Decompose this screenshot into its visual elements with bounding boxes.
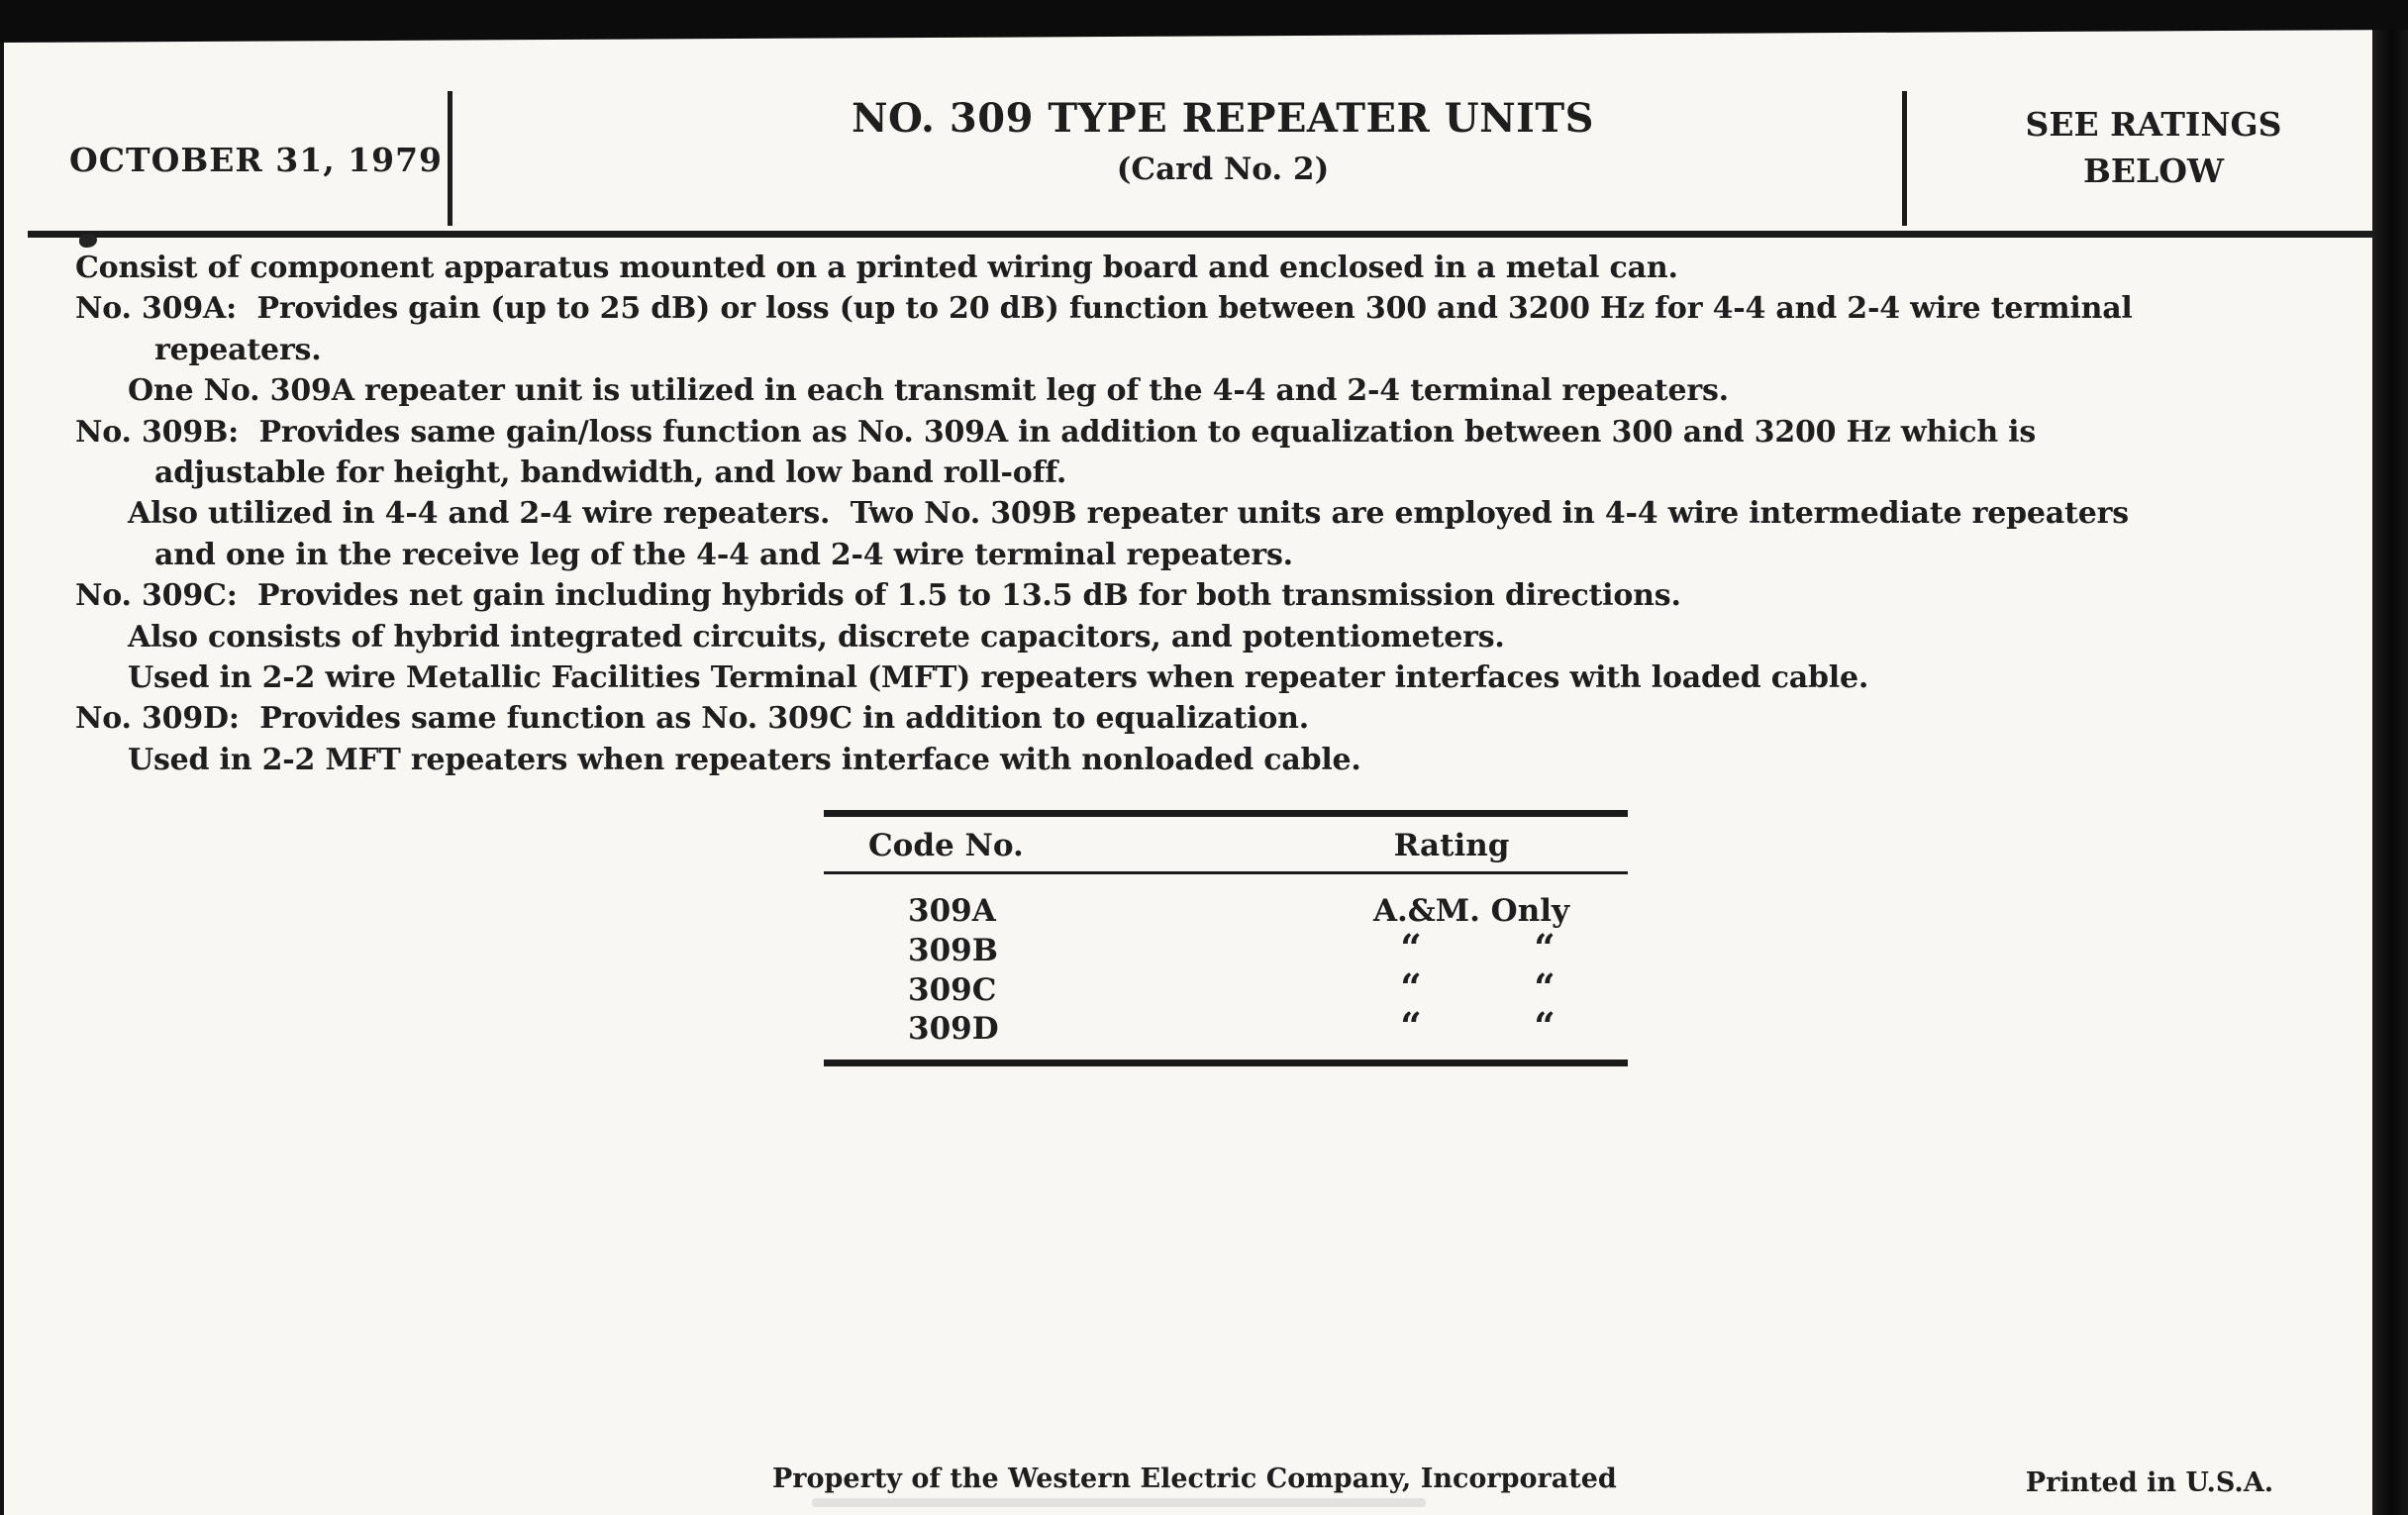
scan-smudge-artifact	[812, 1498, 1426, 1507]
body-line: Consist of component apparatus mounted on a printed wiring board and enclosed in a metal can.	[75, 251, 1678, 285]
body-line: No. 309C: Provides net gain including hybrids of 1.5 to 13.5 dB for both transmission directions.	[75, 578, 1681, 614]
table-rule-header	[824, 871, 1628, 874]
ditto-mark: “	[1534, 1004, 1555, 1048]
body-line: No. 309B: Provides same gain/loss function as No. 309A in addition to equalization between 300 and 3200 Hz which is	[75, 414, 2037, 450]
table-rule-top	[824, 810, 1628, 817]
column-header-code: Code No.	[868, 828, 1024, 863]
table-row	[824, 1004, 1628, 1053]
page-subtitle: (Card No. 2)	[1116, 152, 1330, 187]
description-text	[75, 248, 2273, 780]
ditto-mark: “	[1534, 965, 1555, 1009]
ratings-note	[1931, 101, 2376, 194]
scan-border-left	[0, 0, 4, 1515]
header-divider-right	[1902, 91, 1907, 226]
body-line: Also consists of hybrid integrated circuits, discrete capacitors, and potentiometers.	[128, 619, 1505, 655]
body-line: Used in 2-2 MFT repeaters when repeaters interface with nonloaded cable.	[128, 742, 1361, 777]
body-line: No. 309A: Provides gain (up to 25 dB) or loss (up to 20 dB) function between 300 and 3200 Hz for 4-4 and 2-4 wire terminal	[75, 291, 2133, 327]
body-line: repeaters.	[154, 332, 322, 367]
body-line: Used in 2-2 wire Metallic Facilities Terminal (MFT) repeaters when repeater interfaces with loaded cable.	[128, 660, 1869, 696]
ratings-note-line2: BELOW	[2082, 152, 2225, 190]
table-rule-bottom	[824, 1060, 1628, 1066]
ditto-mark: “	[1400, 926, 1422, 969]
code-cell: 309B	[908, 933, 998, 968]
column-header-rating: Rating	[1393, 828, 1510, 863]
scan-border-right	[2372, 0, 2408, 1515]
body-line: adjustable for height, bandwidth, and low band roll-off.	[154, 455, 1067, 491]
property-note: Property of the Western Electric Company, Incorporated	[772, 1464, 1617, 1494]
header-rule	[28, 231, 2372, 238]
printed-note: Printed in U.S.A.	[2025, 1467, 2274, 1498]
body-line: No. 309D: Provides same function as No. 309C in addition to equalization.	[75, 701, 1309, 737]
code-cell: 309C	[908, 972, 997, 1008]
ratings-table	[824, 810, 1628, 1069]
header-divider-left	[448, 91, 452, 226]
code-cell: 309D	[908, 1011, 999, 1047]
body-line: and one in the receive leg of the 4-4 and 2-4 wire terminal repeaters.	[154, 537, 1293, 572]
code-cell: 309A	[908, 893, 996, 929]
ditto-mark: “	[1400, 965, 1422, 1009]
ratings-note-line1: SEE RATINGS	[2025, 105, 2282, 144]
ditto-mark: “	[1400, 1004, 1422, 1048]
body-line: Also utilized in 4-4 and 2-4 wire repeaters. Two No. 309B repeater units are employed in 4-4 wire intermediate repeaters	[128, 496, 2129, 532]
table-row	[824, 965, 1628, 1014]
table-row	[824, 893, 1628, 935]
rating-cell: A.&M. Only	[1372, 893, 1570, 929]
ditto-mark: “	[1534, 926, 1555, 969]
body-line: One No. 309A repeater unit is utilized in each transmit leg of the 4-4 and 2-4 terminal repeaters.	[128, 373, 1729, 409]
date-label: OCTOBER 31, 1979	[69, 141, 444, 179]
page-title: NO. 309 TYPE REPEATER UNITS	[851, 95, 1595, 142]
table-row	[824, 926, 1628, 974]
title-block	[752, 95, 1693, 187]
